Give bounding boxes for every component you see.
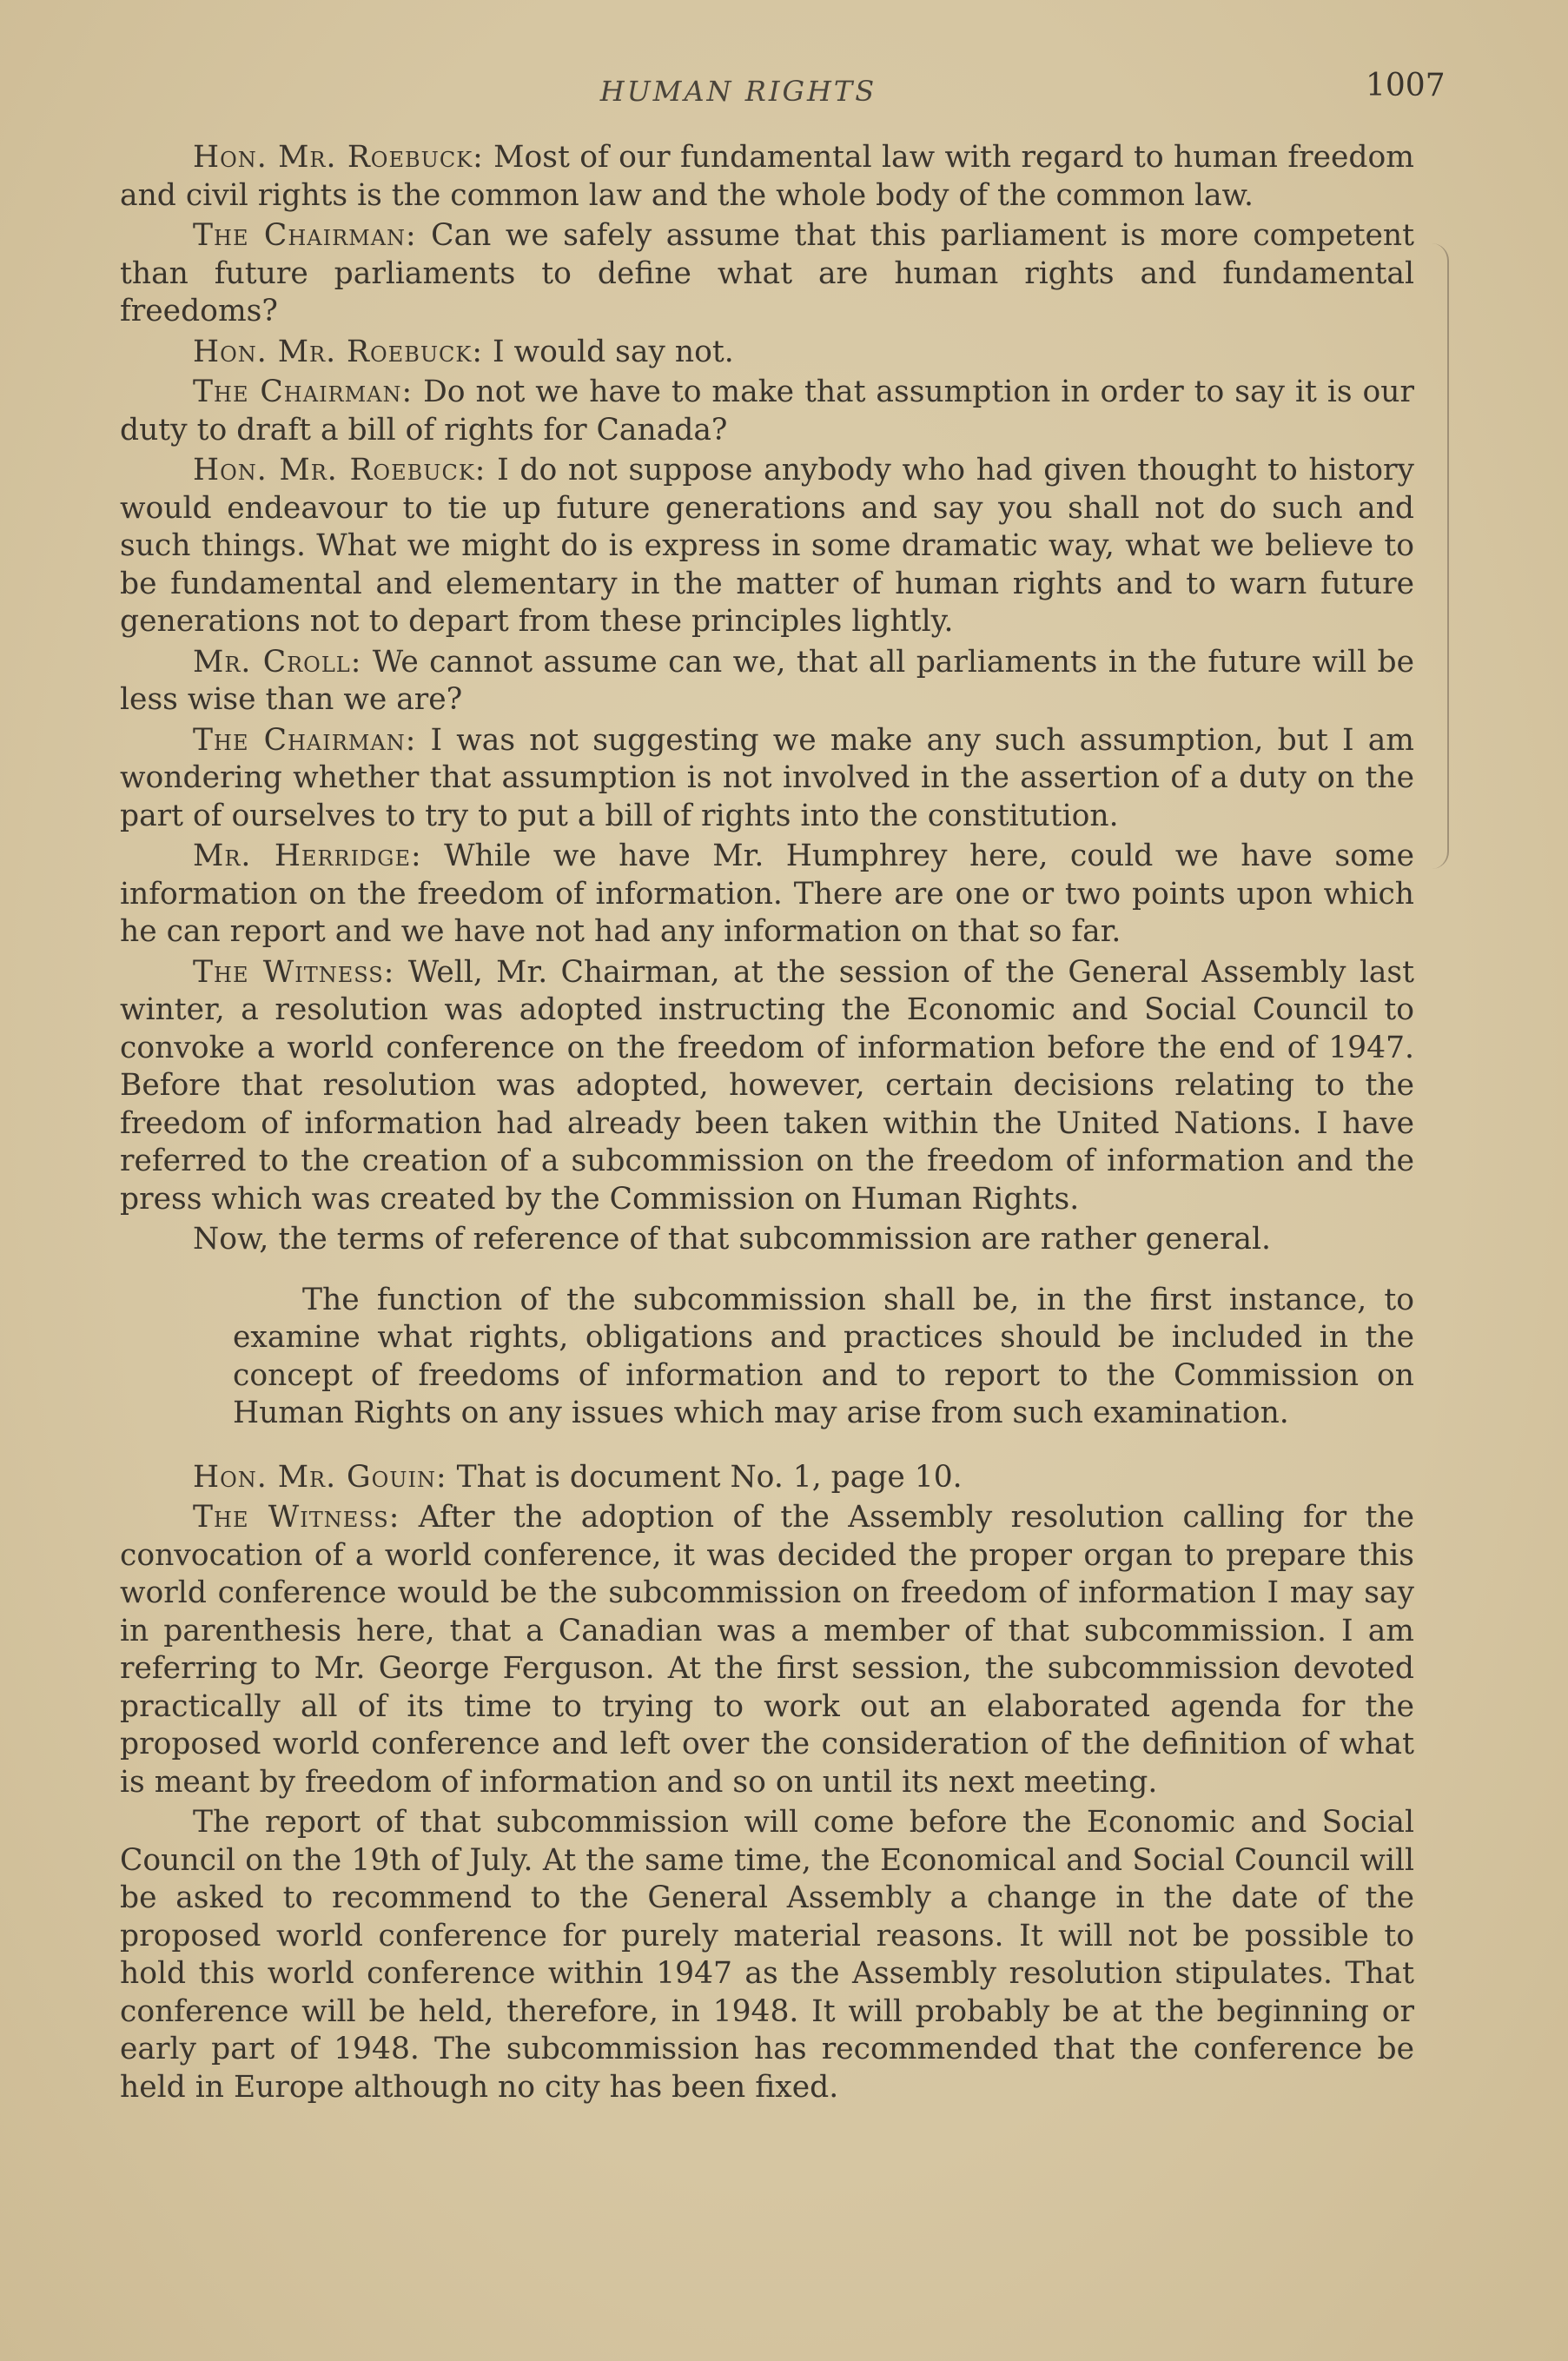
- running-header: HUMAN RIGHTS: [599, 75, 877, 108]
- paragraph-text: I was not suggesting we make any such assumption, but I am wondering whether that assumption is not involved in the assertion of a duty on the part of ourselves to try to put a bill of rights into the constitution.: [120, 722, 1414, 833]
- speaker-label: Mr. Croll:: [193, 644, 362, 680]
- speaker-label: The Chairman:: [193, 375, 414, 409]
- paragraph: [120, 374, 1414, 449]
- paragraph: [120, 954, 1414, 1219]
- paragraph-text: Most of our fundamental law with regard to human freedom and civil rights is the common law and the whole body of the common law.: [120, 140, 1414, 213]
- paragraph-text: I do not suppose anybody who had given thought to history would endeavour to tie up future generations and say you shall not do such and such things. What we might do is express in some dramatic way, what we believe to be fundamental and elementary in the matter of human rights and to warn future generations not to depart from these principles lightly.: [120, 453, 1414, 639]
- speaker-label: Hon. Mr. Roebuck:: [193, 453, 486, 487]
- paragraph-text: Well, Mr. Chairman, at the session of the General Assembly last winter, a resolution was adopted instructing the Economic and Social Council to convoke a world conference on the freedom of information before the end of 1947. Before that resolution was adopted, however, certain decisions relating to the freedom of information had already been taken within the United Nations. I have referred to the creation of a subcommission on the freedom of information and the press which was created by the Commission on Human Rights.: [120, 954, 1414, 1217]
- speaker-label: The Chairman:: [193, 722, 417, 758]
- paragraph-text: After the adoption of the Assembly resolution calling for the convocation of a world conference, it was decided the proper organ to prepare this world conference would be the subcommission on freedom of information I may say in parenthesis here, that a Canadian was a member of that subcommission. I am referring to Mr. George Ferguson. At the first session, the subcommission devoted practically all of its time to trying to work out an elaborated agenda for the proposed world conference and left over the consideration of the definition of what is meant by freedom of information and so on until its next meeting.: [120, 1500, 1414, 1800]
- body-text: [120, 139, 1414, 2109]
- paragraph: [120, 1804, 1414, 2106]
- paragraph-text: Can we safely assume that this parliament is more competent than future parliaments to define what are human rights and fundamental freedoms?: [120, 218, 1415, 328]
- paragraph: [120, 139, 1414, 215]
- paragraph-text: We cannot assume can we, that all parliaments in the future will be less wise than we are?: [120, 644, 1415, 717]
- speaker-label: The Witness:: [193, 1500, 400, 1535]
- paragraph-text: Do not we have to make that assumption in order to say it is our duty to draft a bill of rights for Canada?: [120, 375, 1414, 448]
- paragraph: [120, 1459, 1414, 1497]
- margin-bracket-mark: [1432, 243, 1449, 869]
- paragraph: [120, 1221, 1414, 1259]
- speaker-label: Hon. Mr. Roebuck:: [193, 140, 484, 175]
- paragraph: [120, 1499, 1414, 1801]
- paragraph-text: I would say not.: [492, 334, 734, 369]
- paragraph: [120, 838, 1414, 952]
- paragraph: [120, 452, 1414, 641]
- speaker-label: Hon. Mr. Roebuck:: [193, 334, 483, 369]
- speaker-label: The Chairman:: [193, 218, 417, 253]
- paragraph-text: While we have Mr. Humphrey here, could we have some information on the freedom of information. There are one or two points upon which he can report and we have not had any information on that so far.: [120, 839, 1414, 949]
- block-quote: The function of the subcommission shall be, in the first instance, to examine what rights, obligations and practices should be included in the concept of freedoms of information and to report to the Commission on Human Rights on any issues which may arise from such examination.: [233, 1282, 1414, 1430]
- paragraph-text: The report of that subcommission will come before the Economic and Social Council on the 19th of July. At the same time, the Economical and Social Council will be asked to recommend to the General Assembly a change in the date of the proposed world conference for purely material reasons. It will not be possible to hold this world conference within 1947 as the Assembly resolution stipulates. That conference will be held, therefore, in 1948. It will probably be at the beginning or early part of 1948. The subcommission has recommended that the conference be held in Europe although no city has been fixed.: [120, 1805, 1414, 2105]
- speaker-label: Mr. Herridge:: [193, 839, 422, 873]
- speaker-label: Hon. Mr. Gouin:: [193, 1459, 447, 1495]
- paragraph-text: That is document No. 1, page 10.: [456, 1459, 963, 1495]
- page-number: 1007: [1366, 68, 1446, 103]
- paragraph-text: Now, the terms of reference of that subcommission are rather general.: [193, 1222, 1272, 1257]
- paragraph: [120, 217, 1414, 331]
- paragraph: [120, 334, 1414, 372]
- paragraph: [120, 722, 1414, 836]
- paragraph: [120, 644, 1414, 720]
- speaker-label: The Witness:: [193, 954, 395, 990]
